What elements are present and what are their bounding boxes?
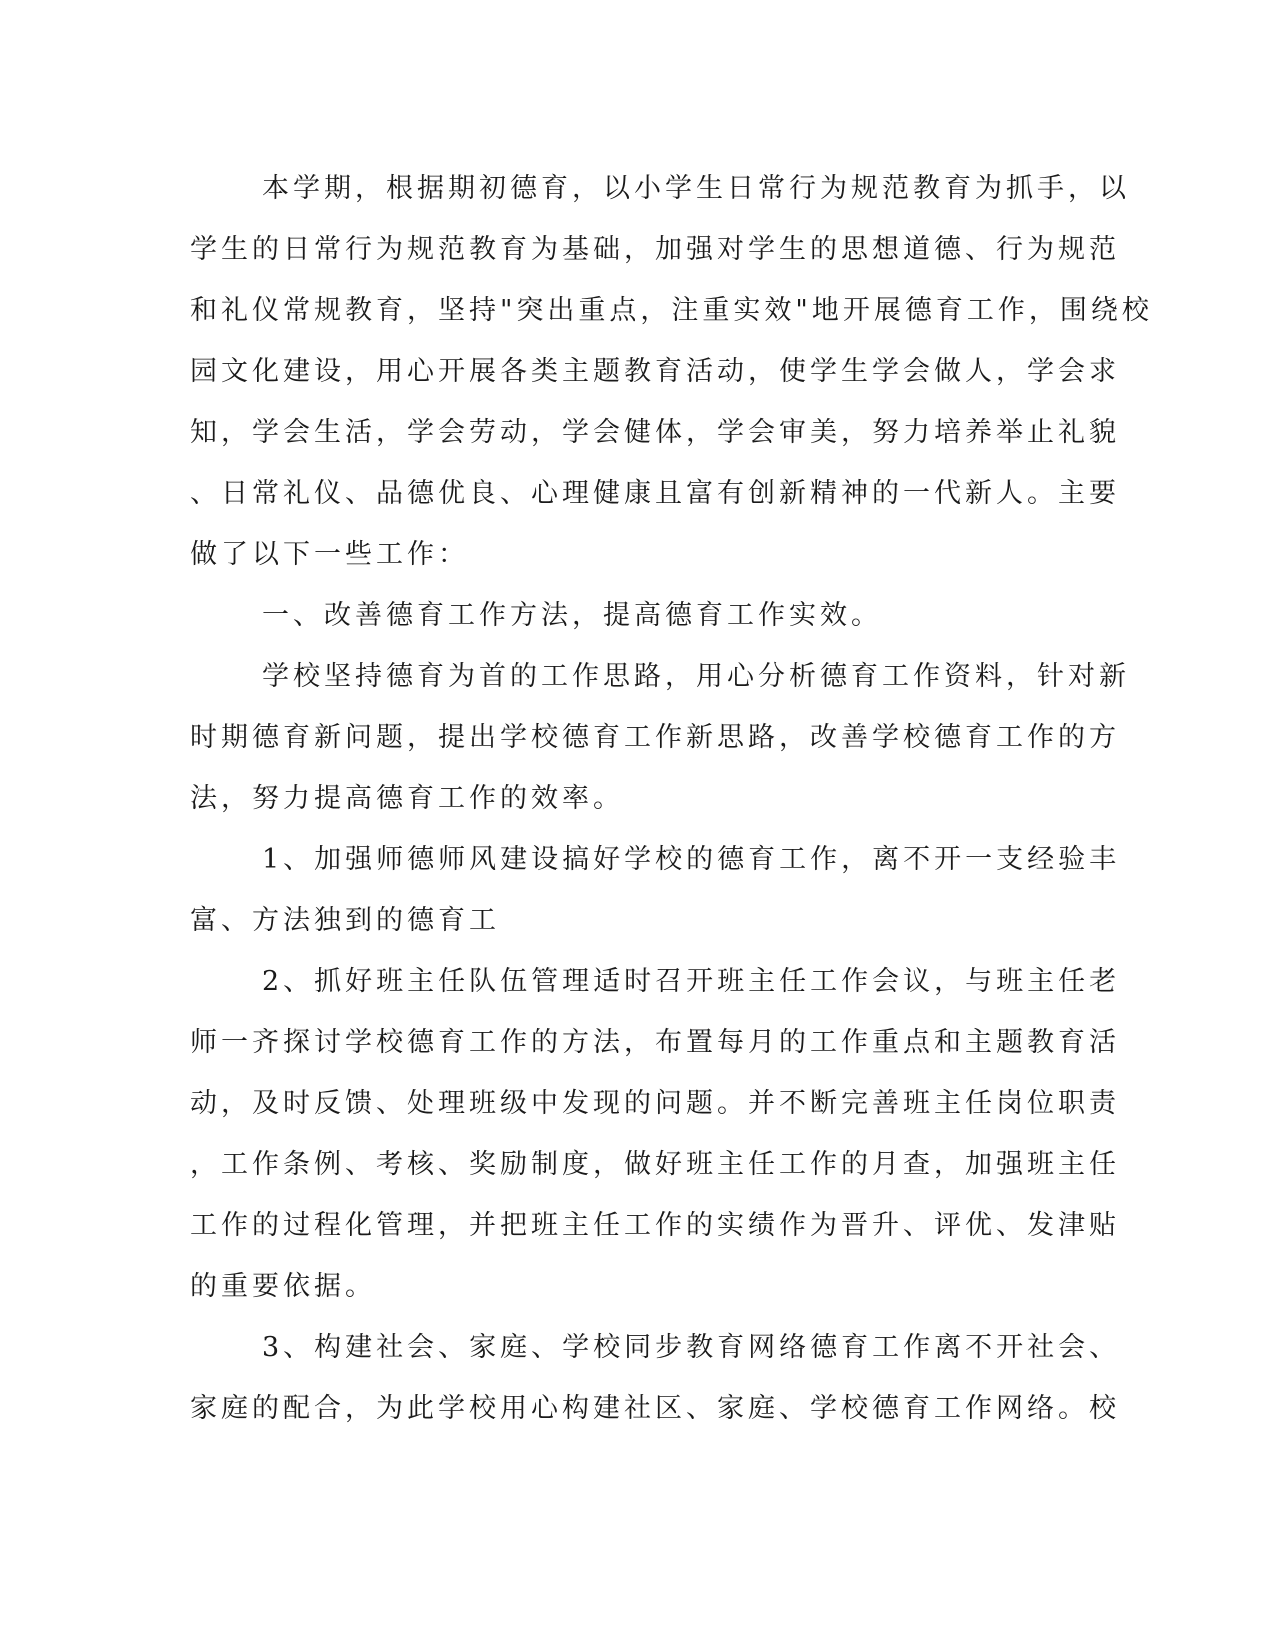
text-line: 师一齐探讨学校德育工作的方法，布置每月的工作重点和主题教育活 (190, 1027, 1120, 1058)
text-line: 2、抓好班主任队伍管理适时召开班主任工作会议，与班主任老 (262, 966, 1121, 997)
text-line: 和礼仪常规教育，坚持"突出重点，注重实效"地开展德育工作，围绕校 (190, 295, 1153, 326)
paragraph-intro (190, 158, 1153, 585)
text-line: 学生的日常行为规范教育为基础，加强对学生的思想道德、行为规范 (190, 234, 1120, 265)
text-line: 的重要依据。 (190, 1271, 376, 1302)
document-body (190, 158, 1153, 1439)
text-line: 家庭的配合，为此学校用心构建社区、家庭、学校德育工作网络。校 (190, 1393, 1120, 1424)
paragraph-section-1 (190, 646, 1130, 829)
text-line: 学校坚持德育为首的工作思路，用心分析德育工作资料，针对新 (262, 661, 1130, 692)
text-line: 本学期，根据期初德育，以小学生日常行为规范教育为抓手，以 (262, 173, 1130, 204)
section-heading (190, 585, 1090, 646)
text-line: 3、构建社会、家庭、学校同步教育网络德育工作离不开社会、 (262, 1332, 1121, 1363)
text-line: 法，努力提高德育工作的效率。 (190, 783, 624, 814)
text-line: 园文化建设，用心开展各类主题教育活动，使学生学会做人，学会求 (190, 356, 1120, 387)
text-line: 时期德育新问题，提出学校德育工作新思路，改善学校德育工作的方 (190, 722, 1120, 753)
paragraph-item-1 (190, 829, 1121, 951)
text-line: 1、加强师德师风建设搞好学校的德育工作，离不开一支经验丰 (262, 844, 1121, 875)
text-line: 、日常礼仪、品德优良、心理健康且富有创新精神的一代新人。主要 (190, 478, 1120, 509)
text-line: 知，学会生活，学会劳动，学会健体，学会审美，努力培养举止礼貌 (190, 417, 1120, 448)
text-line: 做了以下一些工作： (190, 539, 469, 570)
paragraph-item-3 (190, 1317, 1121, 1439)
text-line: 富、方法独到的德育工 (190, 905, 500, 936)
text-line: 动，及时反馈、处理班级中发现的问题。并不断完善班主任岗位职责 (190, 1088, 1120, 1119)
paragraph-item-2 (190, 951, 1121, 1317)
text-line: ，工作条例、考核、奖励制度，做好班主任工作的月查，加强班主任 (190, 1149, 1120, 1180)
text-line: 工作的过程化管理，并把班主任工作的实绩作为晋升、评优、发津贴 (190, 1210, 1120, 1241)
text-line: 一、改善德育工作方法，提高德育工作实效。 (262, 600, 882, 631)
